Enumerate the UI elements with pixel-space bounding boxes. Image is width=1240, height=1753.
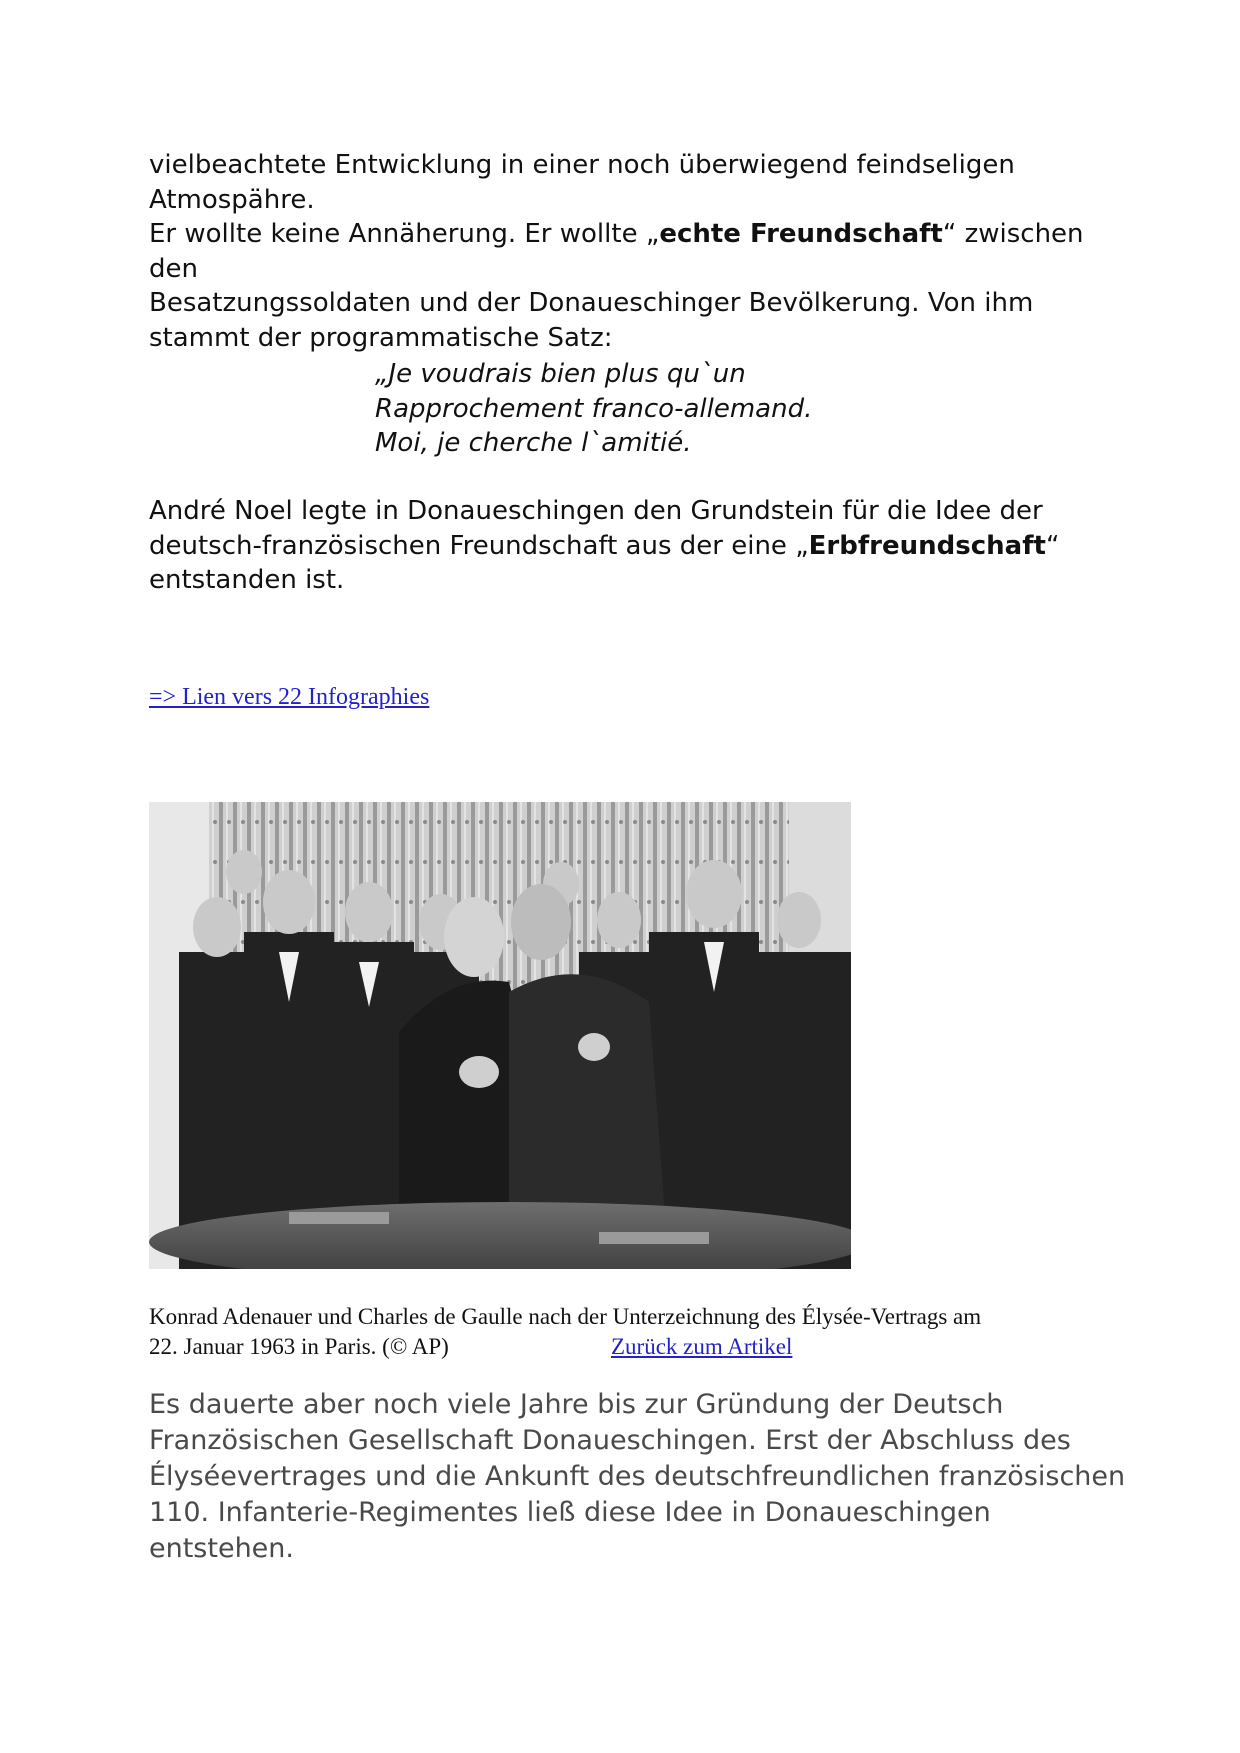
quote-line: Rapprochement franco-allemand. <box>375 393 813 424</box>
text-line: vielbeachtete Entwicklung in einer noch überwiegend feindseligen <box>149 150 1015 180</box>
text-span: “ zwischen den <box>149 219 1084 284</box>
french-quote <box>375 357 1075 461</box>
text-line <box>149 529 1129 564</box>
caption-line <box>149 1332 1109 1362</box>
infographics-link[interactable]: => Lien vers 22 Infographies <box>149 684 430 710</box>
text-line: 110. Infanterie-Regimentes ließ diese Idee in Donaueschingen entstehen. <box>149 1497 991 1564</box>
text-line: Atmospähre. <box>149 184 315 215</box>
text-span: “ <box>1045 530 1060 561</box>
historic-photo <box>149 802 851 1269</box>
text-line: Es dauerte aber noch viele Jahre bis zur Gründung der Deutsch <box>149 1389 1004 1420</box>
photo-illustration <box>149 802 851 1269</box>
text-line: Besatzungssoldaten und der Donaueschinger Bevölkerung. Von ihm <box>149 288 1034 318</box>
text-line: Französischen Gesellschaft Donaueschingen. Erst der Abschluss des <box>149 1425 1071 1456</box>
text-span: deutsch-französischen Freundschaft aus der eine „ <box>149 530 809 561</box>
text-line: entstanden ist. <box>149 565 345 595</box>
text-line <box>149 217 1129 286</box>
photo-caption <box>149 1302 1109 1362</box>
intro-paragraph <box>149 148 1129 355</box>
caption-text: 22. Januar 1963 in Paris. (© AP) <box>149 1334 449 1359</box>
text-line: Élyséevertrages und die Ankunft des deutschfreundlichen französischen <box>149 1461 1126 1492</box>
closing-paragraph <box>149 1387 1129 1567</box>
bold-phrase-echte-freundschaft: echte Freundschaft <box>659 219 943 249</box>
text-line: stammt der programmatische Satz: <box>149 322 613 353</box>
back-to-article-link[interactable]: Zurück zum Artikel <box>611 1334 793 1359</box>
andre-noel-paragraph <box>149 494 1129 598</box>
caption-line: Konrad Adenauer und Charles de Gaulle nach der Unterzeichnung des Élysée-Vertrags am <box>149 1304 982 1329</box>
text-span: Er wollte keine Annäherung. Er wollte „ <box>149 219 660 249</box>
quote-line: Moi, je cherche l`amitié. <box>375 428 692 458</box>
text-line: André Noel legte in Donaueschingen den Grundstein für die Idee der <box>149 496 1043 526</box>
quote-line: „Je voudrais bien plus qu`un <box>375 359 746 389</box>
bold-phrase-erbfreundschaft: Erbfreundschaft <box>808 530 1046 561</box>
